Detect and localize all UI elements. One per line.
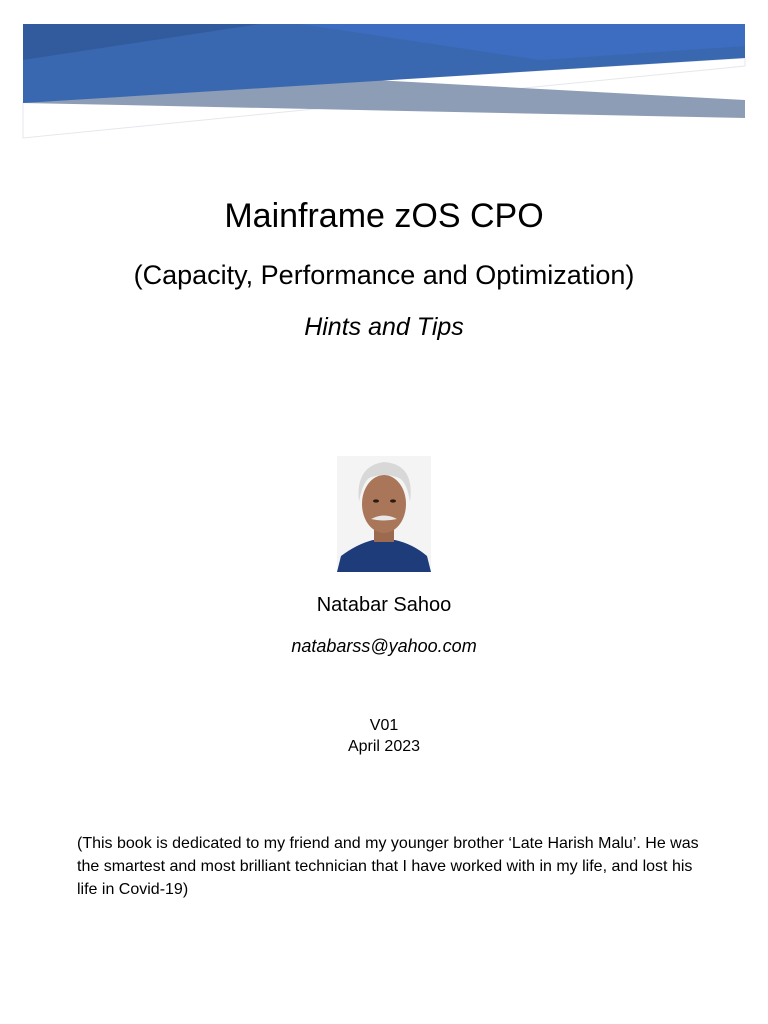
portrait-eye-right (390, 499, 396, 502)
book-title: Mainframe zOS CPO (224, 197, 544, 235)
version-label: V01 (369, 717, 399, 734)
author-email: natabarss@yahoo.com (291, 636, 477, 656)
header-banner (0, 0, 768, 150)
author-photo (337, 456, 431, 572)
author-portrait-image (337, 456, 431, 572)
portrait-face (362, 475, 406, 533)
dedication-text: (This book is dedicated to my friend and my younger brother ‘Late Harish Malu’. He was the smartest and most brilliant technician that I have worked with in my life, and lost his life in Covid-19) (77, 835, 699, 898)
book-subtitle: (Capacity, Performance and Optimization) (133, 260, 635, 290)
book-tagline: Hints and Tips (304, 313, 464, 341)
author-name: Natabar Sahoo (316, 594, 452, 616)
portrait-eye-left (373, 499, 379, 502)
publication-date: April 2023 (347, 738, 421, 755)
